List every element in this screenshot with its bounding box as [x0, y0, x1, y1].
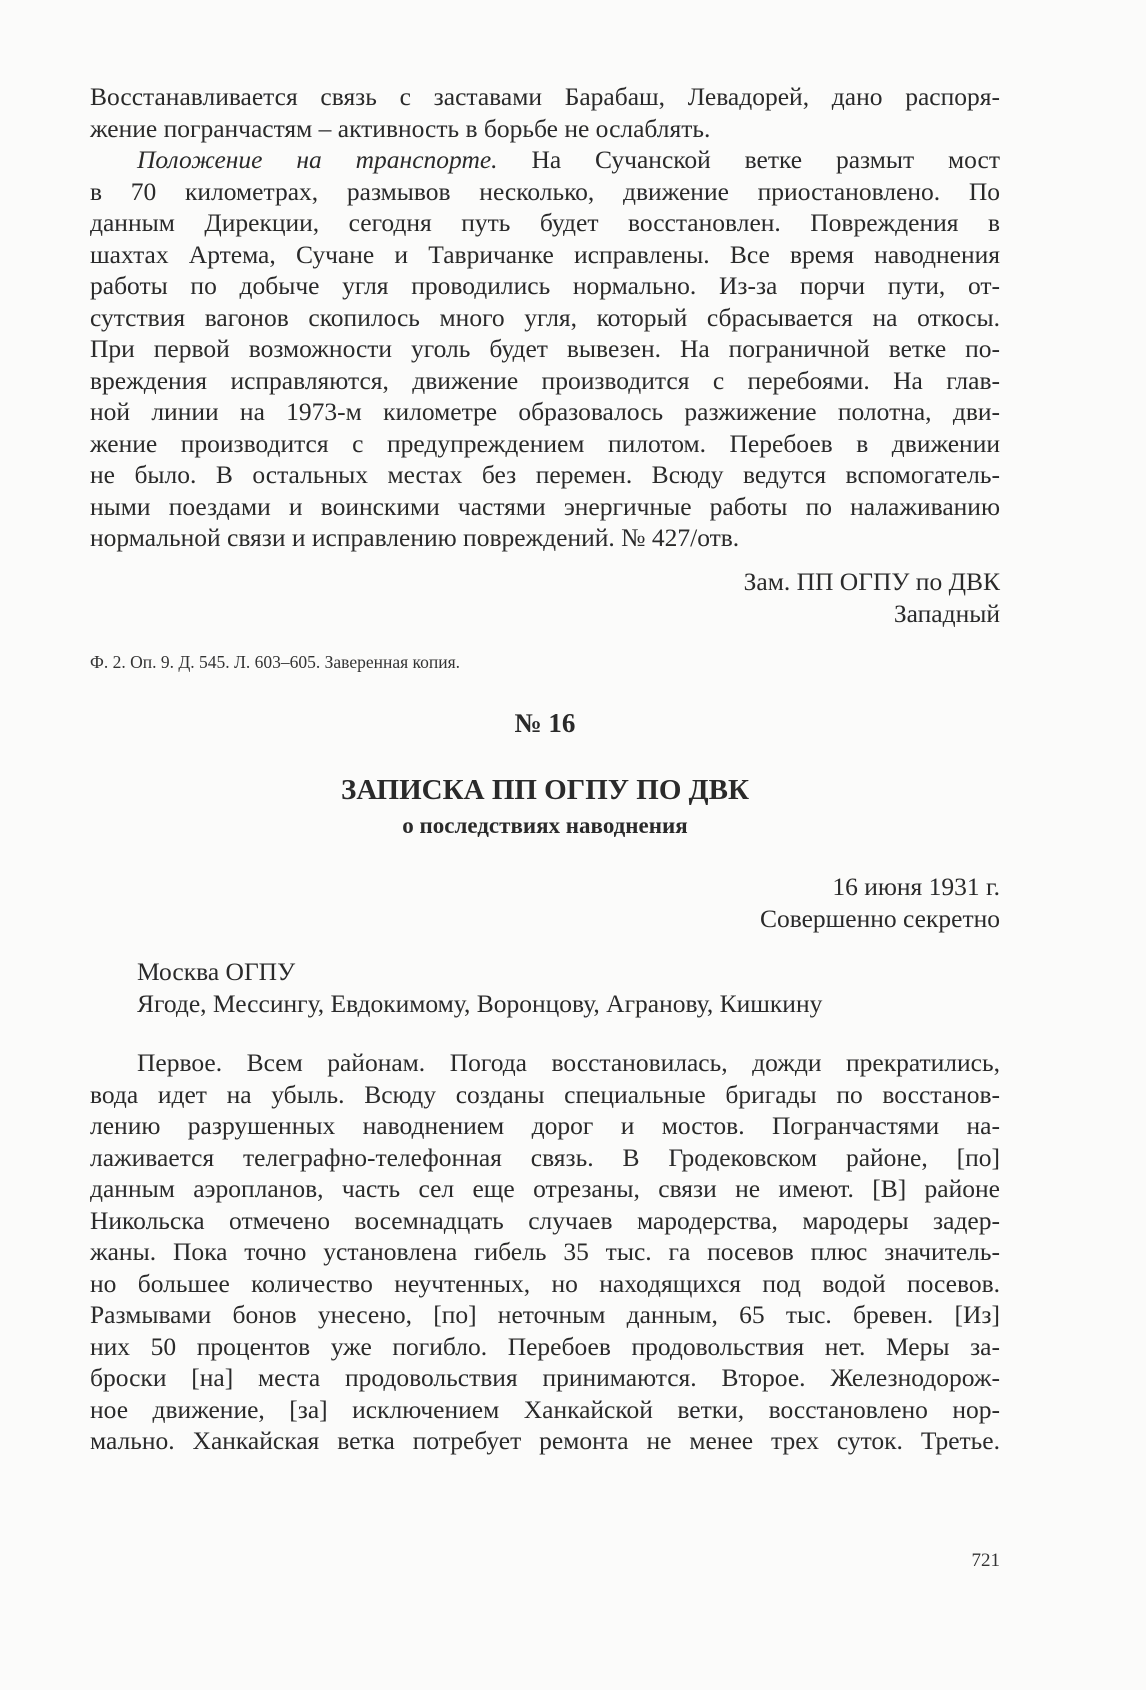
text-line: ными поездами и воинскими частями энергичные работы по налаживанию	[90, 491, 1000, 521]
document-number: № 16	[514, 708, 576, 738]
addressee-block	[90, 956, 1000, 1019]
document-body	[90, 1047, 1000, 1457]
text-line: Первое. Всем районам. Погода восстановилась, дожди прекратились,	[137, 1048, 1000, 1077]
page-number: 721	[971, 1550, 1000, 1571]
text-line: Восстанавливается связь с заставами Барабаш, Левадорей, дано распоря-	[90, 82, 1000, 111]
signature-name: Западный	[893, 598, 1000, 628]
text-line: Размывами бонов унесено, [по] неточным данным, 65 тыс. бревен. [Из]	[90, 1300, 1000, 1329]
text-line: жение погранчастям – активность в борьбе не ослаблять.	[90, 113, 711, 143]
addressee-line: Москва ОГПУ	[137, 957, 296, 986]
text-line: При первой возможности уголь будет вывезен. На пограничной ветке по-	[90, 334, 1000, 363]
text-line: броски [на] места продовольствия принимаются. Второе. Железнодорож-	[90, 1363, 1000, 1392]
document-date: 16 июня 1931 г.	[832, 872, 1000, 901]
text-line: жение производится с предупреждением пилотом. Перебоев в движении	[90, 428, 1000, 458]
classification: Совершенно секретно	[759, 903, 1000, 933]
signature-position: Зам. ПП ОГПУ по ДВК	[743, 567, 1000, 596]
addressee-line: Ягоде, Мессингу, Евдокимому, Воронцову, Агранову, Кишкину	[137, 988, 823, 1018]
text-line: Никольска отмечено восемнадцать случаев мародерства, мародеры задер-	[90, 1205, 1000, 1235]
text-line: сутствия вагонов скопилось много угля, который сбрасывается на откосы.	[90, 302, 1000, 332]
text-line: нормальной связи и исправлению повреждений. № 427/отв.	[90, 523, 740, 552]
document-subtitle: о последствиях наводнения	[402, 813, 688, 838]
text-line: ное движение, [за] исключением Ханкайской ветки, восстановлено нор-	[90, 1394, 1000, 1424]
text-line: шахтах Артема, Сучане и Тавричанке исправлены. Все время наводнения	[90, 239, 1000, 269]
signature-block	[90, 566, 1000, 629]
transport-heading: Положение на транспорте.	[137, 145, 498, 174]
text-line: работы по добыче угля проводились нормально. Из-за порчи пути, от-	[90, 271, 1000, 300]
text-line: ной линии на 1973-м километре образовалось разжижение полотна, дви-	[90, 397, 1000, 426]
text-line: данным аэропланов, часть сел еще отрезаны, связи не имеют. [В] районе	[90, 1174, 1000, 1203]
text-line: жаны. Пока точно установлена гибель 35 тыс. га посевов плюс значитель-	[90, 1237, 1000, 1266]
text-line: вреждения исправляются, движение производится с перебоями. На глав-	[90, 365, 1000, 395]
text-line: них 50 процентов уже погибло. Перебоев продовольствия нет. Меры за-	[90, 1331, 1000, 1361]
text-line: мально. Ханкайская ветка потребует ремонта не менее трех суток. Третье.	[90, 1426, 1000, 1455]
date-block	[90, 871, 1000, 934]
text-line: в 70 километрах, размывов несколько, движение приостановлено. По	[90, 176, 1000, 206]
text-line: но большее количество неучтенных, но находящихся под водой посевов.	[90, 1268, 1000, 1298]
text-line: данным Дирекции, сегодня путь будет восстановлен. Повреждения в	[90, 208, 1000, 237]
document-title: ЗАПИСКА ПП ОГПУ ПО ДВК	[341, 774, 749, 806]
previous-document-text	[90, 81, 1000, 554]
text-line: лению разрушенных наводнением дорог и мостов. Погранчастями на-	[90, 1111, 1000, 1140]
text-line: не было. В остальных местах без перемен. Всюду ведутся вспомогатель-	[90, 460, 1000, 489]
text-line: Положение на транспорте. На Сучанской ветке размыт мост	[137, 145, 1000, 174]
text-line: вода идет на убыль. Всюду созданы специальные бригады по восстанов-	[90, 1079, 1000, 1109]
archive-source: Ф. 2. Оп. 9. Д. 545. Л. 603–605. Заверенная копия.	[90, 652, 461, 672]
text-line: лаживается телеграфно-телефонная связь. В Гродековском районе, [по]	[90, 1142, 1000, 1172]
